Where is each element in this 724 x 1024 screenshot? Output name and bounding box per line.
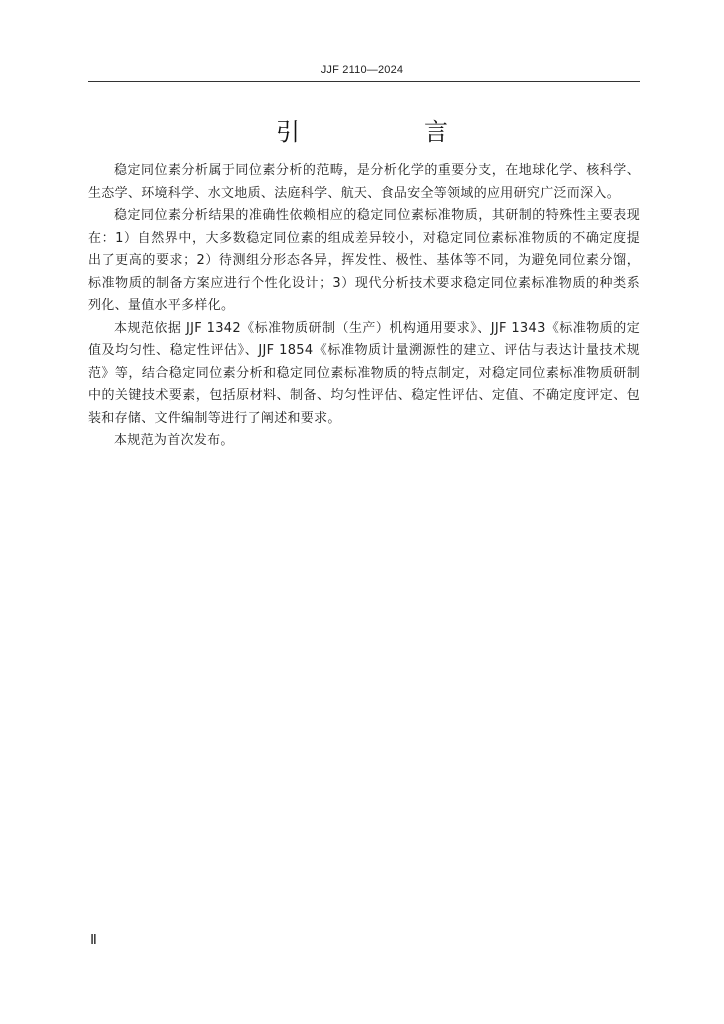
paragraph-2: 稳定同位素分析结果的准确性依赖相应的稳定同位素标准物质，其研制的特殊性主要表现在：1）自然界中，大多数稳定同位素的组成差异较小，对稳定同位素标准物质的不确定度提出了更高的要求；2）待测组分形态各异，挥发性、极性、基体等不同，为避免同位素分馏，标准物质的制备方案应进行个性化设计；3）现代分析技术要求稳定同位素标准物质的种类系列化、量值水平多样化。 xyxy=(88,208,640,313)
section-title: 引 言 xyxy=(276,118,498,146)
standard-code-header: JJF 2110—2024 xyxy=(320,64,404,76)
paragraph-4: 本规范为首次发布。 xyxy=(114,433,234,448)
page-number: Ⅱ xyxy=(90,933,97,948)
body-text xyxy=(88,160,640,453)
header-divider xyxy=(88,81,640,82)
paragraph-1: 稳定同位素分析属于同位素分析的范畴，是分析化学的重要分支，在地球化学、核科学、生态学、环境科学、水文地质、法庭科学、航天、食品安全等领域的应用研究广泛而深入。 xyxy=(88,163,640,201)
paragraph-3: 本规范依据 JJF 1342《标准物质研制（生产）机构通用要求》、JJF 1343《标准物质的定值及均匀性、稳定性评估》、JJF 1854《标准物质计量溯源性的建立、评估与表达计量技术规范》等，结合稳定同位素分析和稳定同位素标准物质的特点制定，对稳定同位素标准物质研制中的关键技术要素，包括原材料、制备、均匀性评估、稳定性评估、定值、不确定度评定、包装和存储、文件编制等进行了阐述和要求。 xyxy=(88,320,640,426)
